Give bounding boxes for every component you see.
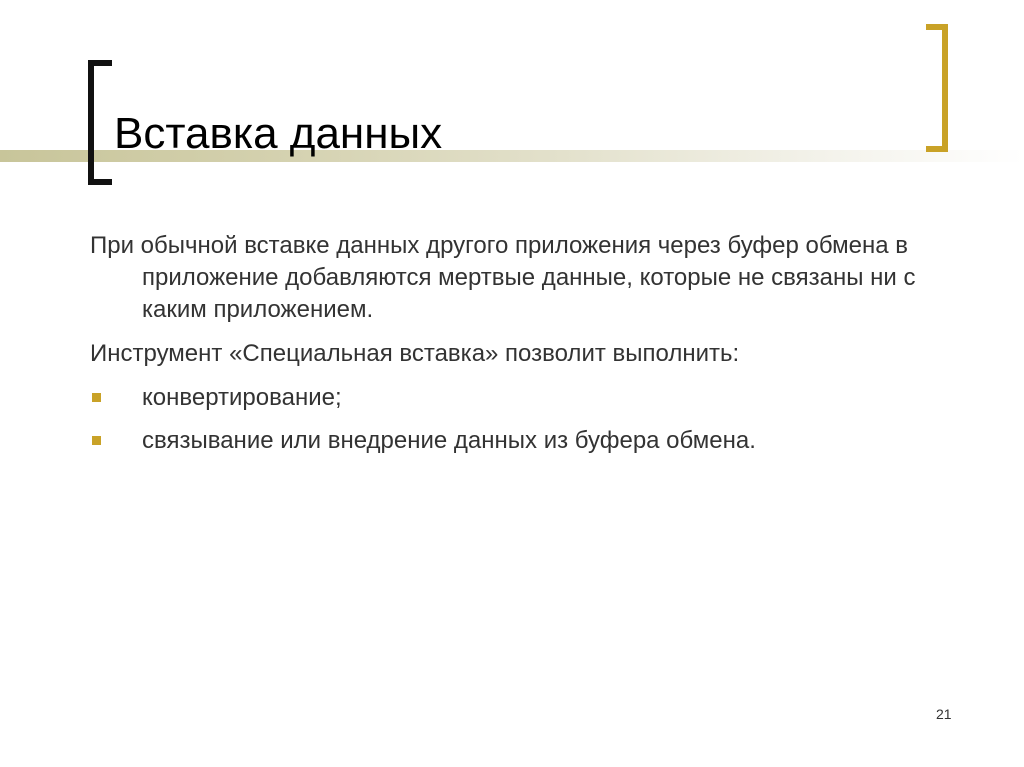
square-bullet-icon [92,436,101,445]
bullet-text: конвертирование; [142,384,342,411]
slide-title: Вставка данных [114,109,443,158]
left-bracket-decoration [88,60,112,185]
bullet-text: связывание или внедрение данных из буфера обмена. [142,427,756,454]
page-number: 21 [936,706,952,722]
right-bracket-decoration [926,24,948,152]
slide-body [90,230,970,468]
body-paragraph: Инструмент «Специальная вставка» позволит выполнить: [90,340,740,367]
body-paragraph: При обычной вставке данных другого приложения через буфер обмена в приложение добавляются мертвые данные, которые не связаны ни с каким приложением. [90,232,916,323]
bullet-item [90,425,970,457]
square-bullet-icon [92,393,101,402]
bullet-item [90,382,970,414]
